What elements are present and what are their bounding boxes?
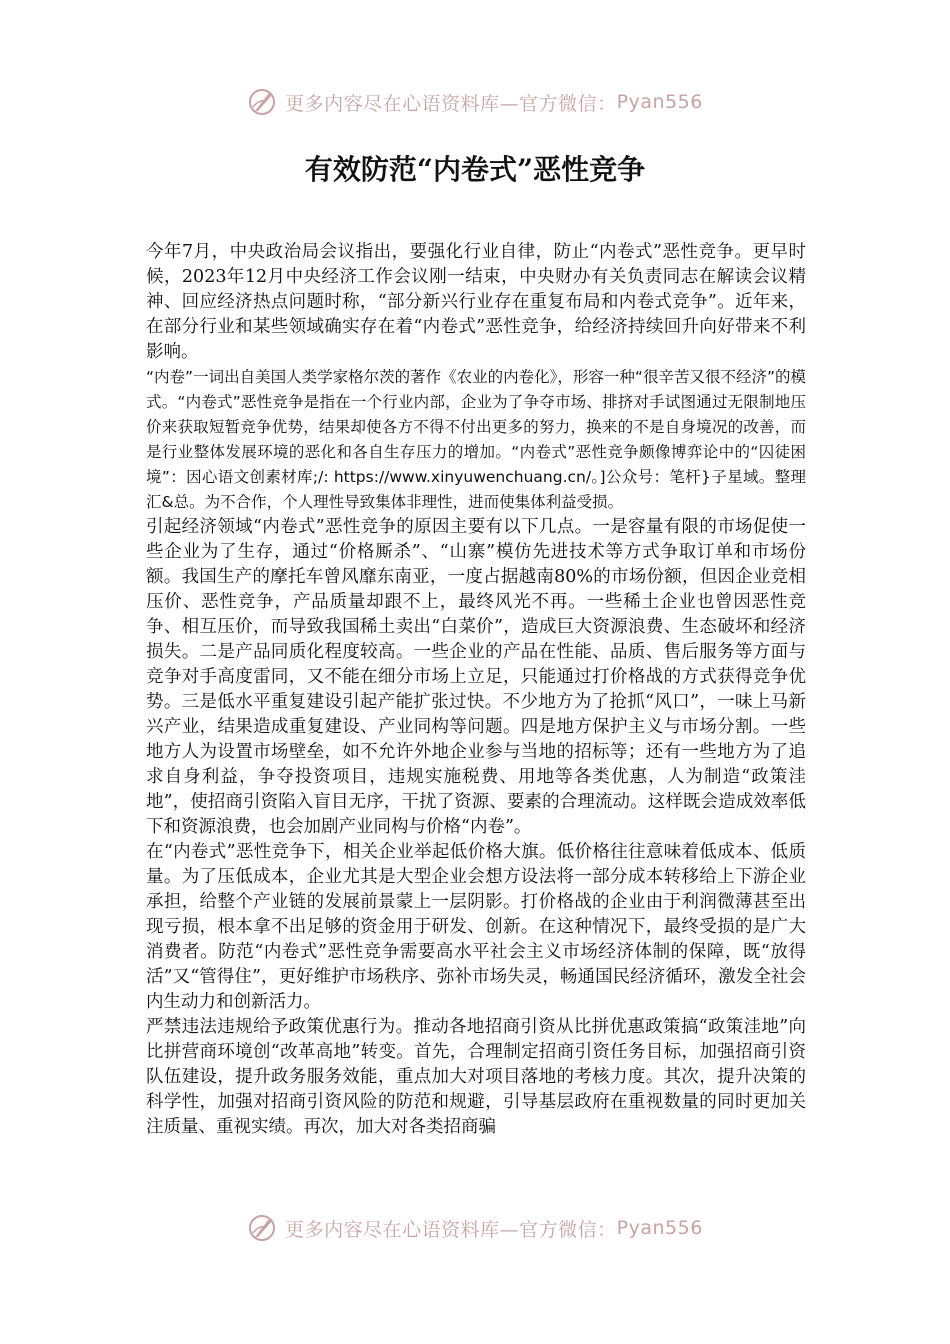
paragraph-5: 严禁违法违规给予政策优惠行为。推动各地招商引资从比拼优惠政策搞“政策洼地”向比拼营商环境创“改革高地”转变。首先，合理制定招商引资任务目标，加强招商引资队伍建设，提升政务服务效能，重点加大对项目落地的考核力度。其次，提升决策的科学性，加强对招商引资风险的防范和规避，引导基层政府在重视数量的同时更加关注质量、重视实绩。再次，加大对各类招商骗 bbox=[146, 1017, 806, 1137]
banner-text: 更多内容尽在心语资料库—官方微信： bbox=[285, 1218, 617, 1241]
banner-wechat-id: Pyan556 bbox=[616, 1217, 703, 1239]
paragraph-4: 在“内卷式”恶性竞争下，相关企业举起低价格大旗。低价格往往意味着低成本、低质量。为了压低成本，企业尤其是大型企业会想方设法将一部分成本转移给上下游企业承担，给整个产业链的发展前景蒙上一层阴影。打价格战的企业由于利润微薄甚至出现亏损，根本拿不出足够的资金用于研发、创新。在这种情况下，最终受损的是广大消费者。防范“内卷式”恶性竞争需要高水平社会主义市场经济体制的保障，既“放得活”又“管得住”，更好维护市场秩序、弥补市场失灵，畅通国民经济循环，激发全社会内生动力和创新活力。 bbox=[146, 842, 806, 1012]
page-title: 有效防范“内卷式”恶性竞争 bbox=[304, 153, 646, 186]
feather-pen-logo-icon bbox=[247, 1213, 277, 1243]
banner-text: 更多内容尽在心语资料库—官方微信： bbox=[285, 92, 617, 115]
footer-watermark-banner bbox=[0, 1208, 950, 1248]
paragraph-3: 引起经济领域“内卷式”恶性竞争的原因主要有以下几点。一是容量有限的市场促使一些企业为了生存，通过“价格厮杀”、“山寨”模仿先进技术等方式争取订单和市场份额。我国生产的摩托车曾风靡东南亚，一度占据越南80%的市场份额，但因企业竞相压价、恶性竞争，产品质量却跟不上，最终风光不再。一些稀土企业也曾因恶性竞争、相互压价，而导致我国稀土卖出“白菜价”，造成巨大资源浪费、生态破坏和经济损失。二是产品同质化程度较高。一些企业的产品在性能、品质、售后服务等方面与竞争对手高度雷同，又不能在细分市场上立足，只能通过打价格战的方式获得竞争优势。三是低水平重复建设引起产能扩张过快。不少地方为了抢抓“风口”，一味上马新兴产业，结果造成重复建设、产业同构等问题。四是地方保护主义与市场分割。一些地方人为设置市场壁垒，如不允许外地企业参与当地的招标等；还有一些地方为了追求自身利益，争夺投资项目，违规实施税费、用地等各类优惠，人为制造“政策洼地”，使招商引资陷入盲目无序，干扰了资源、要素的合理流动。这样既会造成效率低下和资源浪费，也会加剧产业同构与价格“内卷”。 bbox=[146, 517, 806, 837]
feather-pen-logo-icon bbox=[247, 87, 277, 117]
banner-wechat-id: Pyan556 bbox=[616, 91, 703, 113]
paragraph-2: “内卷”一词出自美国人类学家格尔茨的著作《农业的内卷化》，形容一种“很辛苦又很不经济”的模式。“内卷式”恶性竞争是指在一个行业内部，企业为了争夺市场、排挤对手试图通过无限制地压价来获取短暂竞争优势，结果却使各方不得不付出更多的努力，换来的不是自身境况的改善，而是行业整体发展环境的恶化和各自生存压力的增加。“内卷式”恶性竞争颇像博弈论中的“囚徒困境”：因心语文创素材库;/: https://www.xinyuwenchuang.cn/。]公众号：笔杆}子星域。整理汇&总。为不合作，个人理性导致集体非理性，进而使集体利益受损。 bbox=[146, 368, 806, 511]
article-body bbox=[146, 240, 806, 1140]
header-watermark-banner bbox=[0, 82, 950, 122]
paragraph-1: 今年7月，中央政治局会议指出，要强化行业自律，防止“内卷式”恶性竞争。更早时候，2023年12月中央经济工作会议刚一结束，中央财办有关负责同志在解读会议精神、回应经济热点问题时称，“部分新兴行业存在重复布局和内卷式竞争”。近年来，在部分行业和某些领域确实存在着“内卷式”恶性竞争，给经济持续回升向好带来不利影响。 bbox=[146, 242, 806, 362]
